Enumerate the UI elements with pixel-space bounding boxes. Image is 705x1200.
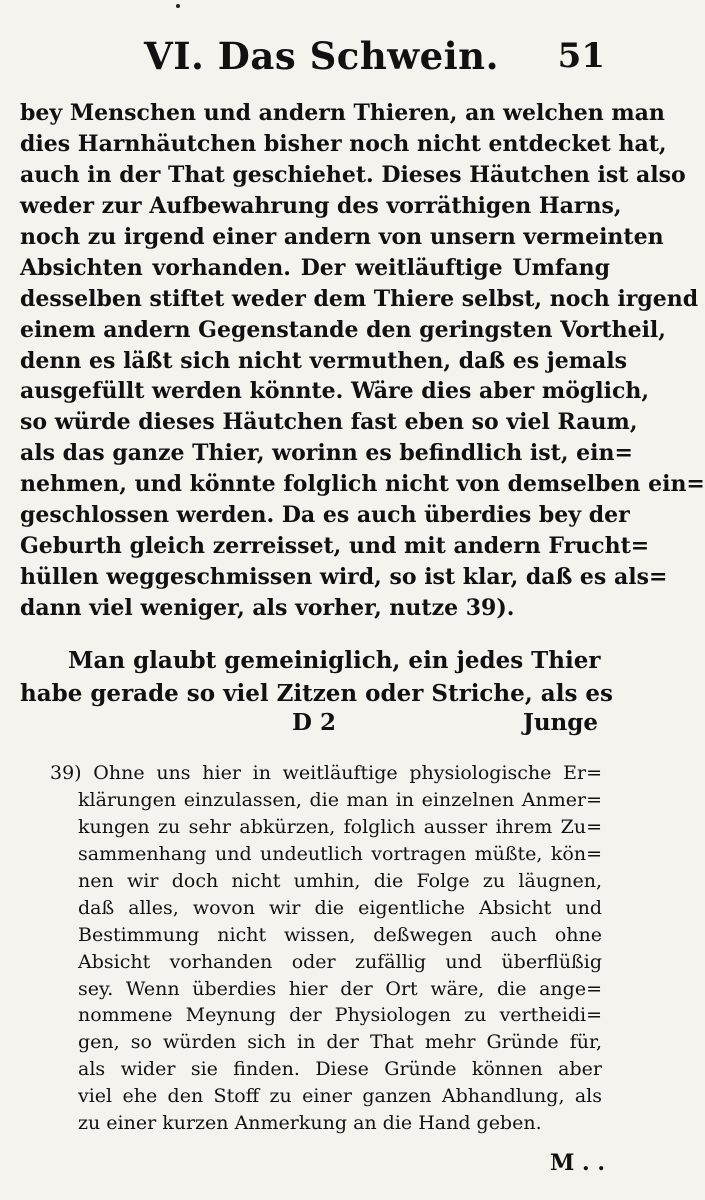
footnote-line: kungen zu sehr abkürzen, folglich ausser ihrem Zu= xyxy=(78,815,602,838)
footnote-line: viel ehe den Stoff zu einer ganzen Abhandlung, als xyxy=(78,1085,602,1108)
footnote-line: 39) Ohne uns hier in weitläuftige physiologische Er= xyxy=(50,762,602,784)
ink-speck xyxy=(176,4,180,8)
page-number: 51 xyxy=(557,36,605,76)
footnote xyxy=(50,760,602,1137)
bottom-catchword: M . . xyxy=(550,1150,605,1176)
text-line: bey Menschen und andern Thieren, an welchen man xyxy=(20,100,665,126)
text-line: hüllen weggeschmissen wird, so ist klar, daß es als= xyxy=(20,564,668,591)
footnote-line: als wider sie finden. Diese Gründe können aber xyxy=(78,1058,602,1081)
text-line: dies Harnhäutchen bisher noch nicht entdecket hat, xyxy=(20,130,667,157)
footnote-line: Absicht vorhanden oder zufällig und überflüßig xyxy=(78,950,602,973)
signature-mark: D 2 xyxy=(292,709,336,736)
text-line: Absichten vorhanden. Der weitläuftige Umfang xyxy=(20,254,610,281)
text-line: geschlossen werden. Da es auch überdies bey der xyxy=(20,502,630,529)
text-line: ausgefüllt werden könnte. Wäre dies aber möglich, xyxy=(20,378,650,405)
running-title: VI. Das Schwein. xyxy=(144,34,499,78)
footnote-line: zu einer kurzen Anmerkung an die Hand geben. xyxy=(78,1112,542,1135)
footnote-line: nen wir doch nicht umhin, die Folge zu läugnen, xyxy=(78,869,602,892)
catchword: Junge xyxy=(522,709,598,736)
text-line: desselben stiftet weder dem Thiere selbst, noch irgend xyxy=(20,285,699,312)
text-line: als das ganze Thier, worinn es befindlich ist, ein= xyxy=(20,440,633,467)
text-line: denn es läßt sich nicht vermuthen, daß es jemals xyxy=(20,347,627,374)
text-line: so würde dieses Häutchen fast eben so viel Raum, xyxy=(20,409,638,436)
text-line: einem andern Gegenstande den geringsten Vortheil, xyxy=(20,316,666,343)
footnote-line: Bestimmung nicht wissen, deßwegen auch ohne xyxy=(78,923,602,946)
footnote-line: nommene Meynung der Physiologen zu vertheidi= xyxy=(78,1004,602,1027)
text-line: Man glaubt gemeiniglich, ein jedes Thier xyxy=(68,647,601,674)
text-line: weder zur Aufbewahrung des vorräthigen Harns, xyxy=(20,192,622,219)
footnote-line: sey. Wenn überdies hier der Ort wäre, die ange= xyxy=(78,977,602,1000)
footnote-line: daß alles, wovon wir die eigentliche Absicht und xyxy=(78,896,602,919)
second-paragraph xyxy=(20,644,613,710)
text-line: nehmen, und könnte folglich nicht von demselben ein= xyxy=(20,471,705,498)
text-line: dann viel weniger, als vorher, nutze 39). xyxy=(20,595,515,621)
text-line: auch in der That geschiehet. Dieses Häutchen ist also xyxy=(20,161,686,188)
signature-row xyxy=(20,709,598,743)
footnote-line: sammenhang und undeutlich vortragen müßte, kön= xyxy=(78,842,602,865)
main-paragraph xyxy=(20,98,705,624)
text-line: Geburth gleich zerreisset, und mit andern Frucht= xyxy=(20,533,650,560)
footnote-line: gen, so würden sich in der That mehr Gründe für, xyxy=(78,1031,602,1054)
running-header xyxy=(0,30,643,80)
text-line: noch zu irgend einer andern von unsern vermeinten xyxy=(20,223,664,250)
text-line: habe gerade so viel Zitzen oder Striche, als es xyxy=(20,680,613,707)
footnote-line: klärungen einzulassen, die man in einzelnen Anmer= xyxy=(78,788,602,811)
